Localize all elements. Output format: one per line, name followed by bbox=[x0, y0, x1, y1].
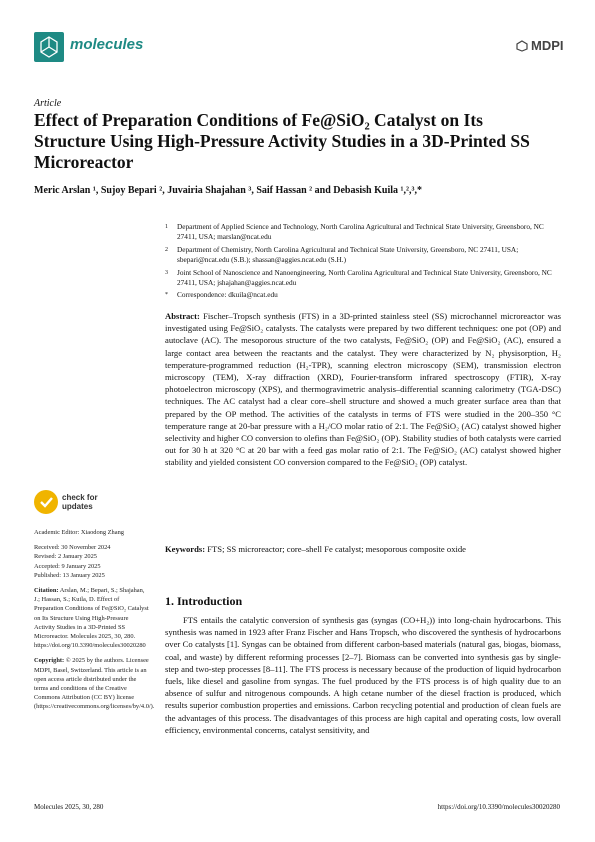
check-for-updates-badge[interactable] bbox=[34, 490, 98, 514]
correspondence bbox=[165, 290, 565, 300]
section-heading: 1. Introduction bbox=[165, 594, 243, 608]
article-type: Article bbox=[34, 98, 62, 109]
paper-title: Effect of Preparation Conditions of Fe@SiO₂ Catalyst on Its Structure Using High-Pressure Activity Studies in a 3D-Printed SS Microreactor bbox=[34, 110, 530, 172]
affiliation-1 bbox=[165, 222, 565, 243]
journal-logo-icon bbox=[34, 32, 64, 62]
footer-citation: Molecules 2025, 30, 280 bbox=[34, 803, 104, 811]
sidebar bbox=[34, 528, 155, 718]
section-text: FTS entails the catalytic conversion of synthesis gas (syngas (CO+H₂)) into long-chain hydrocarbons. This synthesis was named in 1923 after Franz Fischer and Hans Tropsch, who discovered the synthesis of hydrocarbons over Co catalysts [1]. Syngas can be obtained from different carbon-based materials (natural gas, biogas, biomass, coal, and waste) by different reforming processes [2–7]. Biomass can be converted into synthesis gas by single-step and two-step processes [8–11]. The FTS process is necessary because of the production of liquid hydrocarbon fuels, like diesel and gasoline from syngas. The fuel produced by the FTS process is of high quality due to an absence of sulfur and nitrogenous compounds. A high cetane number of the diesel fraction is produced, which results superior combustion properties and emissions. Carbon recycling potential and production of clean fuels are the advantages of this process. The disadvantages of this process are high capital and operating costs, low overall efficiency, environmental concerns, catalyst sensitivity, and bbox=[165, 615, 561, 735]
copyright bbox=[34, 656, 155, 711]
citation-label: Citation: bbox=[34, 587, 59, 595]
academic-editor: Academic Editor: Xiaodong Zhang bbox=[34, 529, 124, 536]
check-updates-line2: updates bbox=[62, 502, 93, 511]
check-updates-icon bbox=[34, 490, 58, 514]
citation bbox=[34, 586, 150, 650]
correspondence-text: Correspondence: dkuila@ncat.edu bbox=[177, 290, 278, 300]
affiliation-mark: 3 bbox=[165, 269, 168, 276]
affiliation-text: Department of Applied Science and Technology, North Carolina Agricultural and Technical State University, Greensboro, NC 27411, USA; marslan@ncat.edu bbox=[177, 222, 544, 242]
journal-name[interactable]: molecules bbox=[70, 36, 144, 53]
affiliation-mark: 2 bbox=[165, 246, 168, 253]
affiliation-mark: 1 bbox=[165, 224, 168, 230]
section-body bbox=[165, 614, 561, 736]
publisher-icon bbox=[516, 40, 528, 52]
affiliations bbox=[165, 222, 565, 303]
citation-text: Arslan, M.; Bepari, S.; Shajahan, J.; Hassan, S.; Kuila, D. Effect of Preparation Conditions of Fe@SiO₂ Catalyst on Its Structure Using High-Pressure Activity Studies in a 3D-Printed SS Microreactor. Molecules 2025, 30, 280. https://doi.org/10.3390/molecules30020280 bbox=[34, 587, 149, 650]
keywords-label: Keywords: bbox=[165, 544, 206, 554]
affiliation-3 bbox=[165, 268, 565, 289]
keywords bbox=[165, 544, 561, 554]
check-updates-line1: check for bbox=[62, 493, 98, 502]
affiliation-text: Joint School of Nanoscience and Nanoengineering, North Carolina Agricultural and Technical State University, Greensboro, NC 27411, USA; jshajahan@aggies.ncat.edu bbox=[177, 267, 552, 288]
published-date: Published: 13 January 2025 bbox=[34, 571, 105, 579]
copyright-text: © 2025 by the authors. Licensee MDPI, Basel, Switzerland. This article is an open access article distributed under the terms and conditions of the Creative Commons Attribution (CC BY) license (https://creativecommons.org/licenses/by/4.0/). bbox=[34, 657, 155, 711]
received-date: Received: 30 November 2024 bbox=[34, 544, 111, 552]
abstract-text: Fischer–Tropsch synthesis (FTS) in a 3D-printed stainless steel (SS) microchannel microreactor was investigated using Fe@SiO₂ catalysts. The catalysts were prepared by two different techniques: one pot (OP) and autoclave (AC). The mesoporous structure of the two catalysts, Fe@SiO₂ (OP) and Fe@SiO₂ (AC), ensured a large contact area between the reactants and the catalyst. They were characterized by N₂ physisorption, H₂ temperature-programmed reduction (H₂-TPR), scanning electron microscopy (SEM), transmission electron microscopy (TEM), X-ray diffraction (XRD), Fourier-transform infrared spectroscopy (FTIR), X-ray photoelectron microscopy (XPS), and thermogravimetric analysis–differential scanning calorimetry (TGA-DSC) techniques. The AC catalyst had a clear core–shell structure and showed a much greater surface area than that prepared by the OP method. The activities of the catalysts in terms of FTS were studied in the 200–350 °C temperature range at 20-bar pressure with a H₂/CO molar ratio of 2:1. The Fe@SiO₂ (AC) catalyst showed higher selectivity and higher CO conversion to olefins than Fe@SiO₂ (OP). Stability studies of both catalysts were carried out for 30 h at 320 °C at 20 bar with a feed gas molar ratio of 2:1. The Fe@SiO₂ (AC) catalyst showed higher stability and yielded consistent CO conversion compared to the Fe@SiO₂ (OP) catalyst. bbox=[165, 311, 561, 468]
revised-date: Revised: 2 January 2025 bbox=[34, 553, 98, 561]
affiliation-mark: * bbox=[165, 292, 168, 299]
accepted-date: Accepted: 9 January 2025 bbox=[34, 562, 101, 570]
abstract bbox=[165, 310, 561, 469]
abstract-label: Abstract: bbox=[165, 311, 200, 321]
copyright-label: Copyright: bbox=[34, 657, 65, 665]
affiliation-2 bbox=[165, 245, 565, 266]
affiliation-text: Department of Chemistry, North Carolina Agricultural and Technical State University, Greensboro, NC 27411, USA; sbepari@ncat.edu (S.B.); shassan@aggies.ncat.edu (S.H.) bbox=[177, 244, 519, 265]
publisher-name: MDPI bbox=[531, 38, 564, 53]
author-list: Meric Arslan ¹, Sujoy Bepari ², Juvairia Shajahan ³, Saif Hassan ² and Debasish Kuila ¹,²,³,* bbox=[34, 185, 422, 196]
footer-doi-link[interactable]: https://doi.org/10.3390/molecules30020280 bbox=[437, 803, 560, 811]
publisher-logo[interactable] bbox=[516, 38, 564, 53]
keywords-text: FTS; SS microreactor; core–shell Fe catalyst; mesoporous composite oxide bbox=[207, 544, 466, 554]
